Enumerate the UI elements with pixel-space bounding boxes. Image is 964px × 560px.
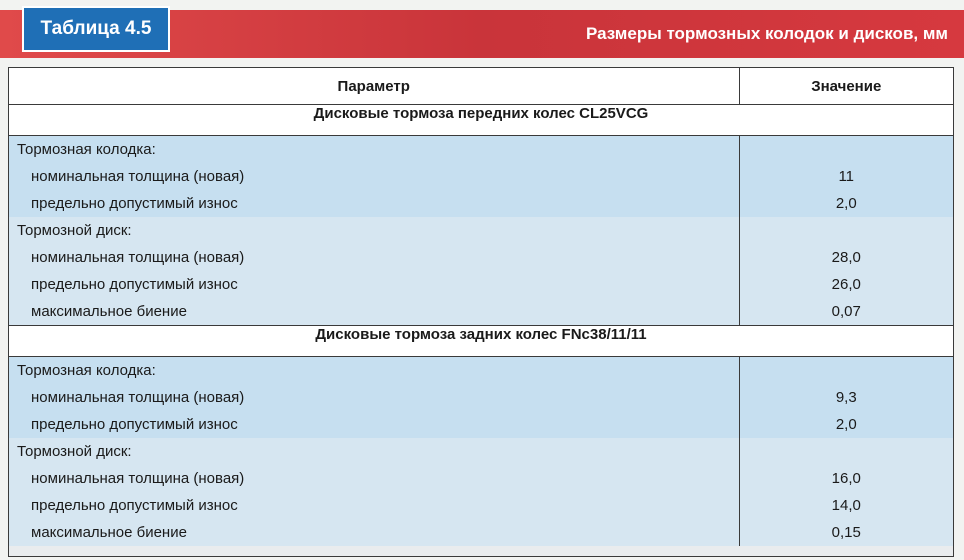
- table-header-row: [9, 68, 953, 105]
- table-row: [9, 136, 953, 218]
- param-label: предельно допустимый износ: [31, 195, 238, 212]
- param-value: 0,15: [831, 524, 861, 541]
- param-label: номинальная толщина (новая): [31, 249, 245, 266]
- section-title: Дисковые тормоза передних колес CL25VCG: [9, 105, 953, 136]
- param-label: номинальная толщина (новая): [31, 470, 245, 487]
- param-label: предельно допустимый износ: [31, 497, 238, 514]
- param-label: номинальная толщина (новая): [31, 389, 245, 406]
- param-value: 2,0: [835, 416, 857, 433]
- section-row: [9, 326, 953, 357]
- param-value: 9,3: [835, 389, 857, 406]
- column-header-value: Значение: [739, 68, 953, 105]
- value-cell: [739, 438, 953, 546]
- parameter-cell: [9, 438, 739, 546]
- brake-dimensions-table: [8, 67, 954, 557]
- param-value: 16,0: [831, 470, 861, 487]
- group-name: Тормозной диск:: [17, 443, 132, 460]
- parameter-cell: [9, 217, 739, 326]
- value-cell: [739, 357, 953, 439]
- section-title: Дисковые тормоза задних колес FNc38/11/11: [9, 326, 953, 357]
- param-value: 11: [838, 168, 855, 185]
- table-title: Размеры тормозных колодок и дисков, мм: [585, 24, 948, 43]
- table-row: [9, 438, 953, 546]
- param-label: предельно допустимый износ: [31, 276, 238, 293]
- param-label: максимальное биение: [31, 524, 187, 541]
- param-value: 14,0: [831, 497, 861, 514]
- param-value: 0,07: [831, 303, 861, 320]
- param-value: 26,0: [831, 276, 861, 293]
- table-number-badge: Таблица 4.5: [22, 6, 170, 52]
- parameter-cell: [9, 357, 739, 439]
- param-label: предельно допустимый износ: [31, 416, 238, 433]
- section-row: [9, 105, 953, 136]
- table-row: [9, 217, 953, 326]
- group-name: Тормозная колодка:: [17, 141, 156, 158]
- group-name: Тормозная колодка:: [17, 362, 156, 379]
- param-value: 2,0: [835, 195, 857, 212]
- param-label: максимальное биение: [31, 303, 187, 320]
- table-row: [9, 357, 953, 439]
- column-header-parameter: Параметр: [9, 68, 739, 105]
- value-cell: [739, 136, 953, 218]
- group-name: Тормозной диск:: [17, 222, 132, 239]
- parameter-cell: [9, 136, 739, 218]
- value-cell: [739, 217, 953, 326]
- param-label: номинальная толщина (новая): [31, 168, 245, 185]
- param-value: 28,0: [831, 249, 861, 266]
